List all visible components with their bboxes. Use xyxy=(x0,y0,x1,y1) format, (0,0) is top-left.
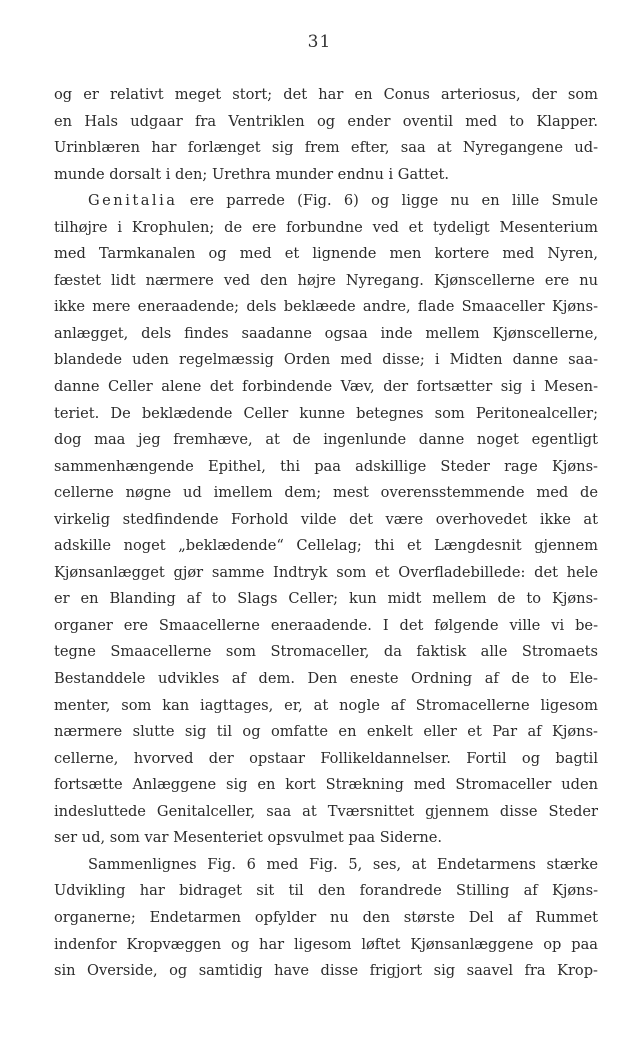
text-line: virkelig stedfindende Forhold vilde det være overhovedet ikke at xyxy=(54,510,598,528)
text-line: cellerne, hvorved der opstaar Follikeldannelser. Fortil og bagtil xyxy=(54,749,598,767)
text-line: Kjønsanlægget gjør samme Indtryk som et Overfladebillede: det hele xyxy=(54,563,598,581)
section-heading-word: Genitalia xyxy=(88,192,178,210)
text-line xyxy=(54,188,598,215)
text-line: indenfor Kropvæggen og har ligesom løftet Kjønsanlæggene op paa xyxy=(54,935,598,953)
text-line: sammenhængende Epithel, thi paa adskillige Steder rage Kjøns- xyxy=(54,457,598,475)
text-line: munde dorsalt i den; Urethra munder endnu i Gattet. xyxy=(54,165,450,183)
text-line: danne Celler alene det forbindende Væv, der fortsætter sig i Mesen- xyxy=(54,378,598,396)
text-line: ser ud, som var Mesenteriet opsvulmet paa Siderne. xyxy=(54,829,443,847)
text-line: med Tarmkanalen og med et lignende men kortere med Nyren, xyxy=(54,245,598,263)
text-line: sin Overside, og samtidig have disse frigjort sig saavel fra Krop- xyxy=(54,962,598,980)
text-line: og er relativt meget stort; det har en Conus arteriosus, der som xyxy=(54,86,598,103)
text-line: adskille noget „beklædende“ Cellelag; thi et Længdesnit gjennem xyxy=(54,537,598,555)
text-line: Bestanddele udvikles af dem. Den eneste Ordning af de to Ele- xyxy=(54,670,598,688)
text-line: organer ere Smaacellerne eneraadende. I det følgende ville vi be- xyxy=(54,616,598,634)
text-line: tegne Smaacellerne som Stromaceller, da faktisk alle Stromaets xyxy=(54,643,598,661)
page-number: 31 xyxy=(307,32,332,52)
text-line: Urinblæren har forlænget sig frem efter, saa at Nyregangene ud- xyxy=(54,139,598,157)
body-text xyxy=(54,82,598,985)
text-line: er en Blanding af to Slags Celler; kun midt mellem de to Kjøns- xyxy=(54,590,598,608)
text-line: blandede uden regelmæssig Orden med disse; i Midten danne saa- xyxy=(54,351,598,369)
text-line: Sammenlignes Fig. 6 med Fig. 5, ses, at Endetarmens stærke xyxy=(88,855,598,873)
text-line: fortsætte Anlæggene sig en kort Strækning med Stromaceller uden xyxy=(54,776,598,794)
text-line: ikke mere eneraadende; dels beklæede andre, flade Smaaceller Kjøns- xyxy=(54,298,598,316)
text-line: dog maa jeg fremhæve, at de ingenlunde danne noget egentligt xyxy=(54,431,598,449)
text-line: teriet. De beklædende Celler kunne betegnes som Peritonealceller; xyxy=(54,404,598,422)
text-line: organerne; Endetarmen opfylder nu den største Del af Rummet xyxy=(54,908,598,926)
text-line: Udvikling har bidraget sit til den forandrede Stilling af Kjøns- xyxy=(54,882,598,900)
text-line: anlægget, dels findes saadanne ogsaa inde mellem Kjønscellerne, xyxy=(54,324,598,342)
text-line-content: ere parrede (Fig. 6) og ligge nu en lille Smule xyxy=(177,192,598,210)
text-line: tilhøjre i Krophulen; de ere forbundne ved et tydeligt Mesenterium xyxy=(54,218,598,236)
text-line: nærmere slutte sig til og omfatte en enkelt eller et Par af Kjøns- xyxy=(54,723,598,741)
text-line: en Hals udgaar fra Ventriklen og ender oventil med to Klapper. xyxy=(54,112,598,130)
text-line: menter, som kan iagttages, er, at nogle af Stromacellerne ligesom xyxy=(54,696,598,714)
text-line: cellerne nøgne ud imellem dem; mest overensstemmende med de xyxy=(54,484,598,502)
text-line: fæstet lidt nærmere ved den højre Nyregang. Kjønscellerne ere nu xyxy=(54,271,598,289)
text-line: indesluttede Genitalceller, saa at Tværsnittet gjennem disse Steder xyxy=(54,802,598,820)
